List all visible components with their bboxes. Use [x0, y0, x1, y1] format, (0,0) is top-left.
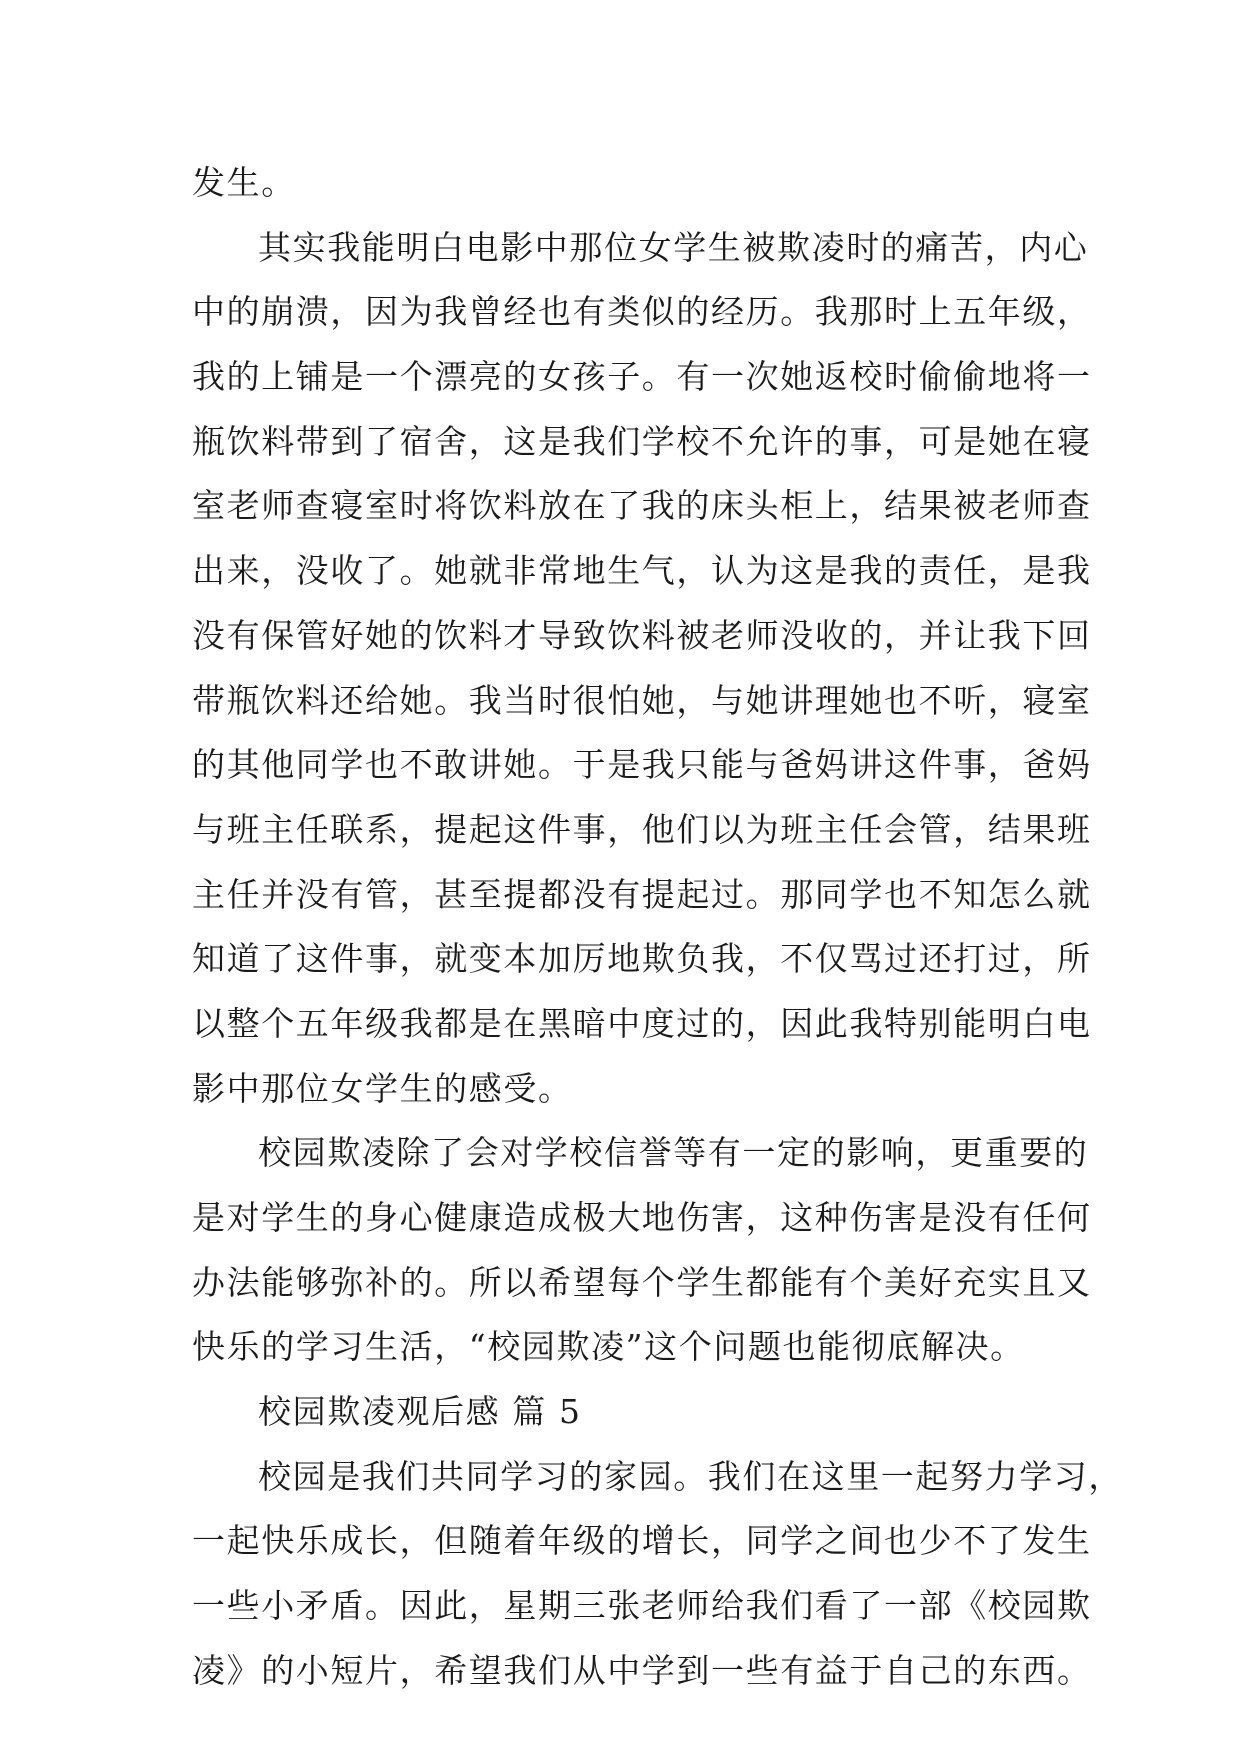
text-line: 主任并没有管，甚至提都没有提起过。那同学也不知怎么就 [192, 874, 1092, 914]
text-line: 出来，没收了。她就非常地生气，认为这是我的责任，是我 [192, 551, 1092, 591]
text-line: 快乐的学习生活，“校园欺凌”这个问题也能彻底解决。 [192, 1327, 1025, 1367]
text-line: 发生。 [192, 163, 296, 202]
text-line: 室老师查寝室时将饮料放在了我的床头柜上，结果被老师查 [192, 486, 1092, 526]
text-line: 一些小矛盾。因此，星期三张老师给我们看了一部《校园欺 [192, 1586, 1092, 1626]
text-line: 是对学生的身心健康造成极大地伤害，这种伤害是没有任何 [192, 1198, 1092, 1237]
text-line: 带瓶饮料还给她。我当时很怕她，与她讲理她也不听，寝室 [192, 680, 1092, 720]
text-line: 中的崩溃，因为我曾经也有类似的经历。我那时上五年级， [192, 292, 1092, 332]
document-body [192, 151, 1123, 1704]
text-line: 与班主任联系，提起这件事，他们以为班主任会管，结果班 [192, 809, 1092, 849]
paragraph-start-line: 其实我能明白电影中那位女学生被欺凌时的痛苦，内心 [258, 227, 1089, 267]
text-line: 我的上铺是一个漂亮的女孩子。有一次她返校时偷偷地将一 [192, 357, 1092, 397]
text-line: 的其他同学也不敢讲她。于是我只能与爸妈讲这件事，爸妈 [192, 745, 1092, 785]
text-line: 以整个五年级我都是在黑暗中度过的，因此我特别能明白电 [192, 1003, 1092, 1043]
text-line: 知道了这件事，就变本加厉地欺负我，不仅骂过还打过，所 [192, 939, 1092, 979]
text-line: 凌》的小短片，希望我们从中学到一些有益于自己的东西。 [192, 1650, 1092, 1690]
paragraph-start-line: 校园是我们共同学习的家园。我们在这里一起努力学习， [258, 1456, 1123, 1496]
paragraph-start-line: 校园欺凌除了会对学校信誉等有一定的影响，更重要的 [258, 1133, 1089, 1173]
text-line: 没有保管好她的饮料才导致饮料被老师没收的，并让我下回 [192, 615, 1092, 655]
text-line: 一起快乐成长，但随着年级的增长，同学之间也少不了发生 [192, 1521, 1092, 1561]
section-heading: 校园欺凌观后感 篇 5 [258, 1392, 582, 1432]
text-line: 瓶饮料带到了宿舍，这是我们学校不允许的事，可是她在寝 [192, 421, 1092, 461]
text-line: 办法能够弥补的。所以希望每个学生都能有个美好充实且又 [192, 1262, 1092, 1302]
text-line: 影中那位女学生的感受。 [192, 1068, 573, 1108]
